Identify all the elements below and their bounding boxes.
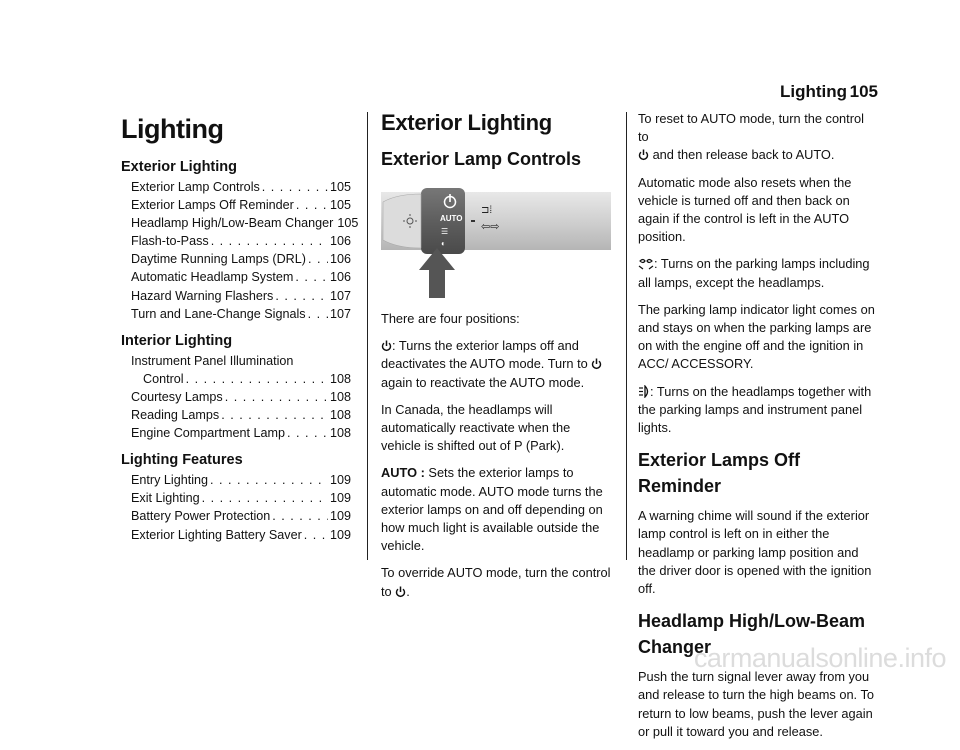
auto-reset-note: Automatic mode also resets when the vehicle is turned off and then back on again if the control is left in the AUTO position. [638,174,852,245]
toc-entry[interactable]: Turn and Lane-Change Signals . . . 107 [121,305,351,323]
power-off-icon [591,358,602,370]
parking-lamp-icon [638,258,654,270]
toc-entry[interactable]: Reading Lamps . . . 108 [121,406,351,424]
auto-term: AUTO : [381,465,425,481]
page-number: 105 [849,82,878,101]
toc-entry[interactable]: Battery Power Protection . . . 109 [121,507,351,525]
headlamps-text: : Turns on the headlamps together with the parking lamps and instrument panel lights. [638,383,872,436]
toc-entry[interactable]: Headlamp High/Low-Beam Changer 105 [131,216,359,231]
turn-arrows-icon: ⇦⇨ [481,221,500,233]
reset-auto-text: To reset to AUTO mode, turn the control to and then release back to AUTO. [638,111,864,163]
parking-indicator-text: The parking lamp indicator light comes on and stays on when the parking lamps are on with the engine off and the ignition in ACC/ ACCESSORY. [638,301,875,372]
auto-label: AUTO [440,214,463,223]
parking-lamp-icon: ☰ [441,227,449,236]
toc-entry[interactable]: Control . . . 108 [121,370,351,388]
toc-entry[interactable]: Engine Compartment Lamp . . . 108 [121,424,351,442]
positions-intro: There are four positions: [381,311,520,326]
parking-lamps-text: : Turns on the parking lamps including all lamps, except the headlamps. [638,256,870,290]
toc-entry[interactable]: Exterior Lamp Controls . . . 105 [121,178,351,196]
toc-entry[interactable]: Exterior Lighting Battery Saver . . . 109 [121,526,351,544]
off-reminder-text: A warning chime will sound if the exterior lamp control is left on in either the headlamp or parking lamp position and the driver door is opened with the ignition off. [638,508,872,597]
toc-group-interior [121,333,351,442]
lever-drawing [381,180,611,298]
toc-entry[interactable]: Courtesy Lamps . . . 108 [121,388,351,406]
toc-entry[interactable]: Automatic Headlamp System . . . 106 [121,268,351,286]
headlamp-icon: ◐ [441,239,446,248]
lamp-control-lever-illustration [381,180,611,298]
toc-group-features [121,452,351,543]
running-header [730,82,878,108]
toc-entry[interactable]: Exit Lighting . . . 109 [121,489,351,507]
toc-group-heading: Exterior Lighting [121,159,237,175]
chapter-title: Lighting [121,114,224,144]
subsection-heading-off-reminder: Exterior Lamps Off Reminder [638,450,801,497]
override-auto-text: To override AUTO mode, turn the control to . [381,565,611,599]
column-divider-2 [626,112,627,560]
watermark: carmanualsonline.info [693,643,946,673]
power-off-icon [381,340,392,352]
power-off-icon [395,586,406,598]
exterior-lighting-section [381,110,613,610]
chapter-toc [121,110,359,544]
toc-entry[interactable]: Daytime Running Lamps (DRL) . . . 106 [121,250,351,268]
toc-group-heading: Lighting Features [121,452,243,469]
toc-group-heading: Interior Lighting [121,332,233,349]
toc-entry-wrapped-line1[interactable]: Instrument Panel Illumination [131,353,294,368]
beam-changer-text: Push the turn signal lever away from you and release to turn the high beams on. To return to low beams, push the lever again or pull it toward you and release. [638,669,874,739]
section-heading: Exterior Lighting [381,110,552,135]
canada-note: In Canada, the headlamps will automatically reactivate when the vehicle is shifted out of P (Park). [381,401,571,454]
toc-entry[interactable]: Hazard Warning Flashers . . . 107 [121,287,351,305]
headlamp-icon [638,385,650,398]
off-position-text: : Turns the exterior lamps off and deactivates the AUTO mode. Turn to again to reactivate the AUTO mode. [381,337,613,392]
column-divider-1 [367,112,368,560]
fog-lamp-icon: ⊐⁞ [481,205,493,216]
power-off-icon [638,149,649,161]
auto-position-text: AUTO : Sets the exterior lamps to automatic mode. AUTO mode turns the exterior lamps on and off depending on how much light is available outside the vehicle. [381,465,603,554]
toc-entry[interactable]: Exterior Lamps Off Reminder . . . 105 [121,196,351,214]
toc-entry[interactable]: Entry Lighting . . . 109 [121,471,351,489]
toc-entry[interactable]: Flash-to-Pass . . . 106 [121,232,351,250]
subsection-heading: Exterior Lamp Controls [381,149,582,169]
toc-group-exterior [121,159,359,323]
running-header-section: Lighting [780,82,848,101]
subsection-heading-beam-changer: Headlamp High/Low-Beam Changer [638,611,866,658]
